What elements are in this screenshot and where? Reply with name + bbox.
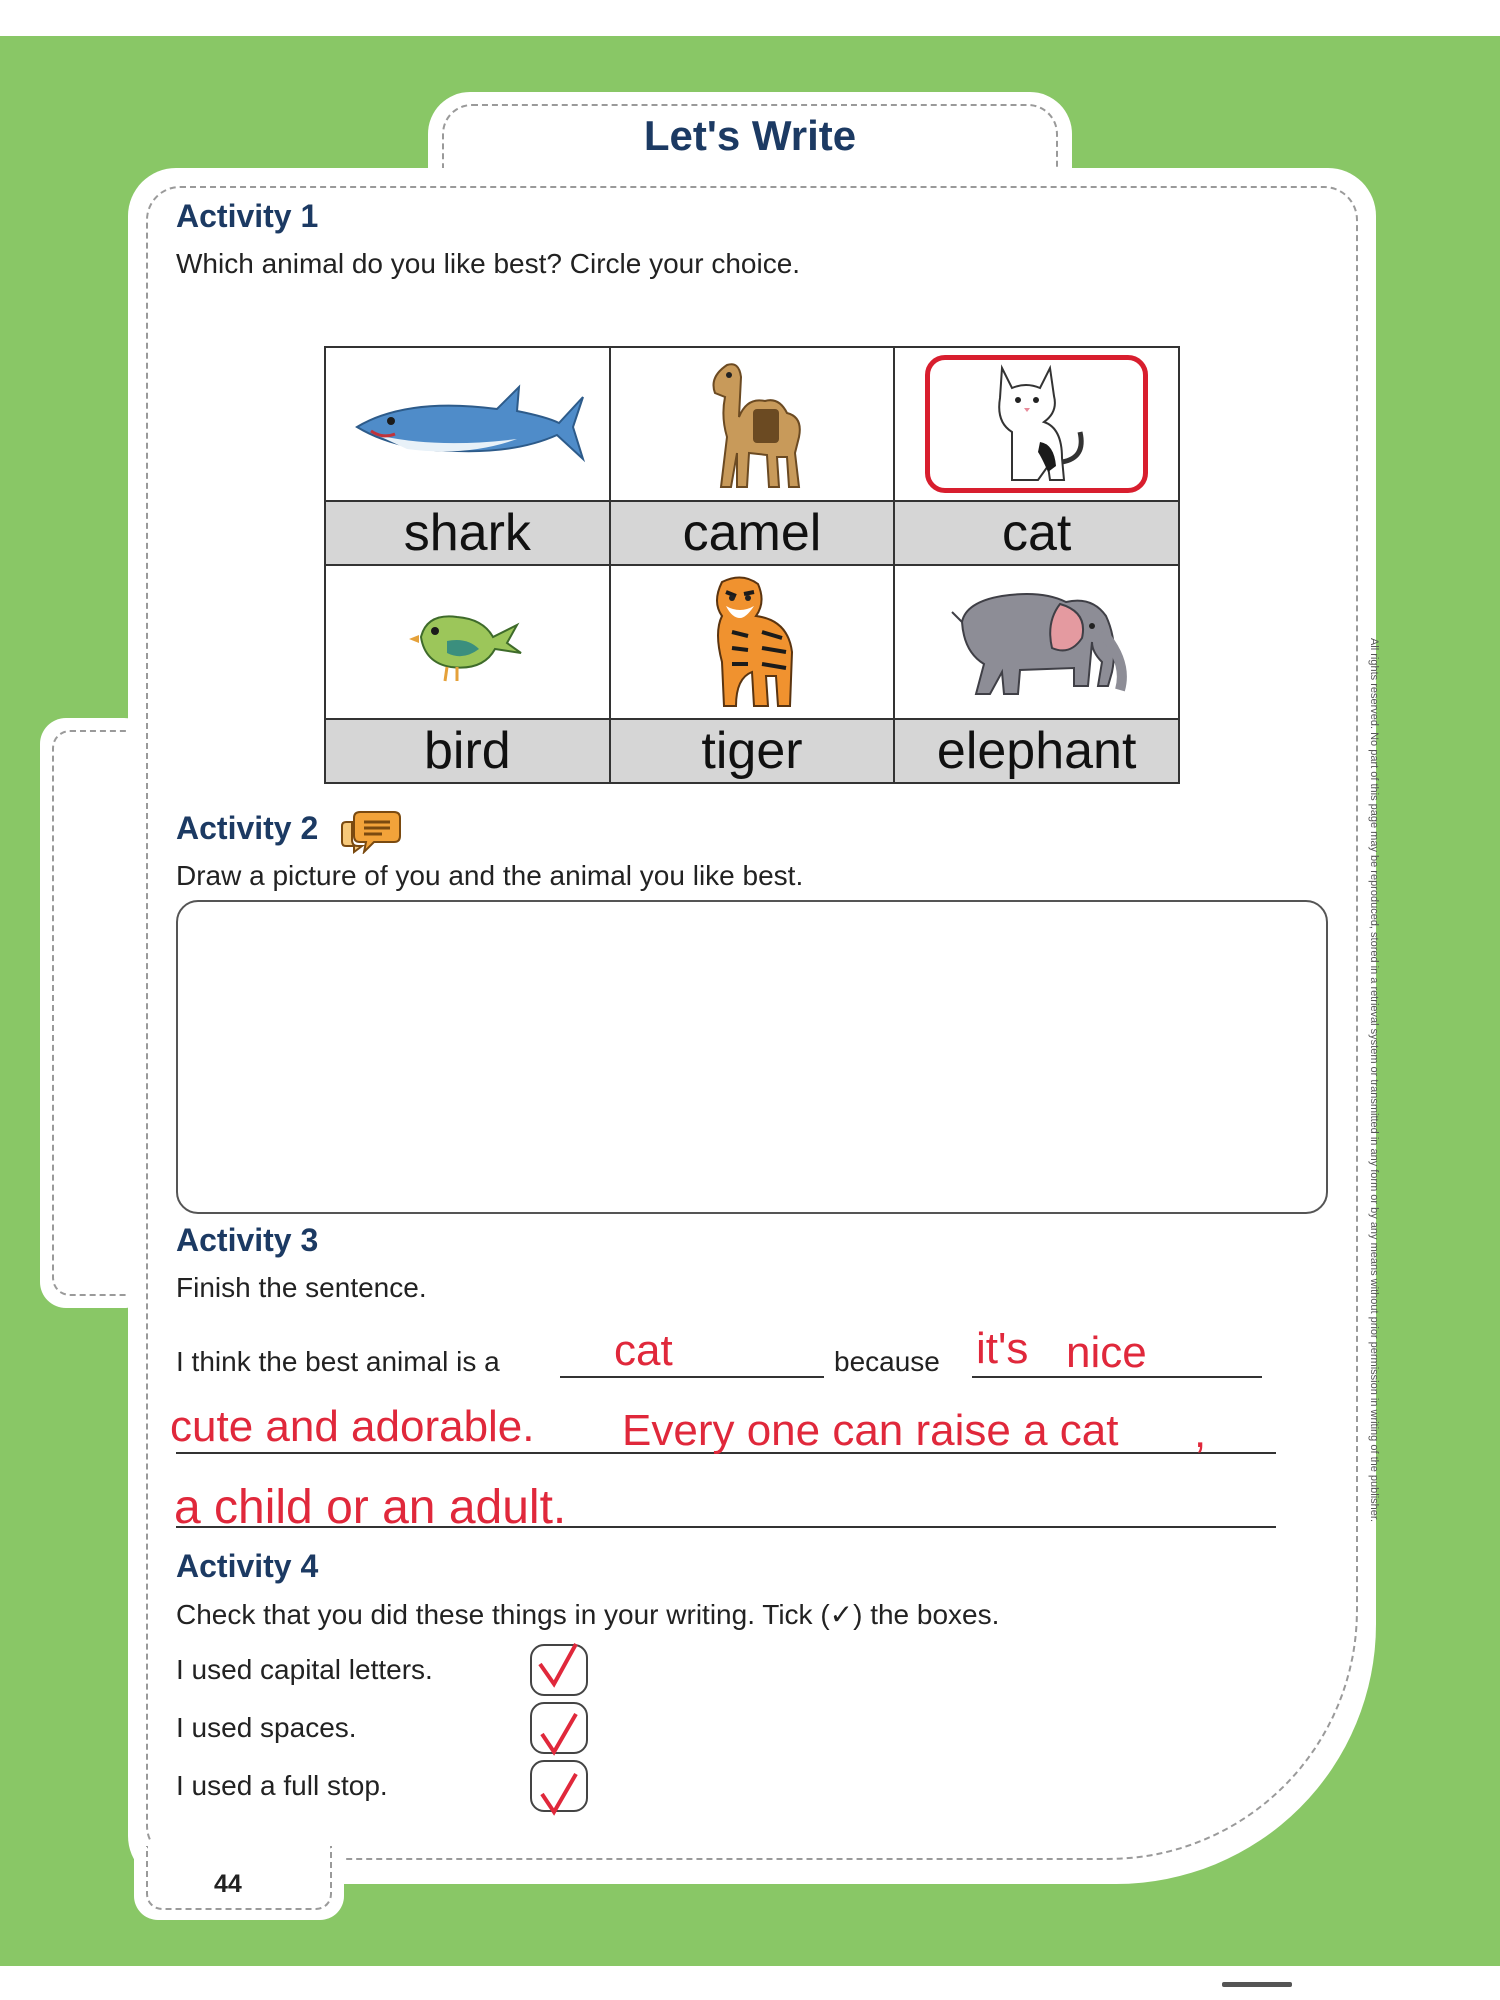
- elephant-icon: [942, 582, 1132, 702]
- animal-cell-cat[interactable]: [895, 348, 1178, 500]
- answer-line2-part1: cute and adorable.: [170, 1402, 535, 1451]
- animal-answer-line[interactable]: [560, 1376, 824, 1378]
- speech-bubble-icon: [340, 810, 402, 854]
- activity2-title: Activity 2: [176, 810, 319, 846]
- checklist-item-full-stop: I used a full stop.: [176, 1770, 388, 1801]
- activity1-instruction: Which animal do you like best? Circle your choice.: [176, 248, 801, 279]
- choice-circle: [925, 355, 1148, 493]
- tiger-icon: [692, 572, 812, 712]
- activity4-title: Activity 4: [176, 1548, 319, 1584]
- sentence-start: I think the best animal is a: [176, 1346, 500, 1377]
- page-title: Let's Write: [643, 112, 857, 159]
- scroll-indicator[interactable]: [1222, 1982, 1292, 1987]
- checkmark-icon: [536, 1766, 580, 1818]
- animal-cell-shark[interactable]: [326, 348, 611, 500]
- animal-cell-bird[interactable]: [326, 566, 611, 718]
- answer-animal: cat: [614, 1326, 673, 1375]
- checklist-item-capital-letters: I used capital letters.: [176, 1654, 433, 1685]
- activity1-title: Activity 1: [176, 198, 319, 234]
- drawing-area[interactable]: [176, 900, 1328, 1214]
- page-number: 44: [214, 1870, 242, 1898]
- animal-label-shark: shark: [403, 504, 531, 562]
- answer-reason-its: it's: [976, 1324, 1029, 1373]
- activity3-instruction: Finish the sentence.: [176, 1272, 427, 1303]
- animal-label-tiger: tiger: [701, 722, 803, 780]
- animal-cell-elephant[interactable]: [895, 566, 1178, 718]
- checkbox-full-stop[interactable]: [530, 1760, 588, 1812]
- animal-grid: [324, 346, 1180, 784]
- copyright-notice: All rights reserved. No part of this page may be reproduced, stored in a retrieval system or transmitted in any form or by any means without prior permission in writing of the publisher.: [1368, 637, 1380, 1523]
- answer-reason-nice: nice: [1066, 1328, 1147, 1377]
- answer-line3: a child or an adult.: [174, 1481, 567, 1534]
- checkbox-capital-letters[interactable]: [530, 1644, 588, 1696]
- answer-line2-part2: Every one can raise a cat: [622, 1406, 1119, 1455]
- animal-label-cat: cat: [1001, 504, 1072, 562]
- checkmark-icon: [536, 1640, 580, 1692]
- activity4-instruction: Check that you did these things in your writing. Tick (✓) the boxes.: [176, 1599, 1000, 1630]
- checkbox-spaces[interactable]: [530, 1702, 588, 1754]
- animal-cell-camel[interactable]: [611, 348, 896, 500]
- sentence-because: because: [834, 1346, 940, 1377]
- animal-label-elephant: elephant: [936, 722, 1137, 780]
- activity3-title: Activity 3: [176, 1222, 319, 1258]
- animal-label-camel: camel: [682, 504, 822, 562]
- shark-icon: [347, 379, 587, 469]
- activity2-instruction: Draw a picture of you and the animal you like best.: [176, 860, 804, 891]
- answer-line2-comma: ,: [1194, 1408, 1207, 1457]
- bird-icon: [407, 597, 527, 687]
- checklist-item-spaces: I used spaces.: [176, 1712, 357, 1743]
- camel-icon: [687, 357, 817, 492]
- animal-label-bird: bird: [423, 722, 511, 780]
- checkmark-icon: [536, 1706, 580, 1758]
- animal-cell-tiger[interactable]: [611, 566, 896, 718]
